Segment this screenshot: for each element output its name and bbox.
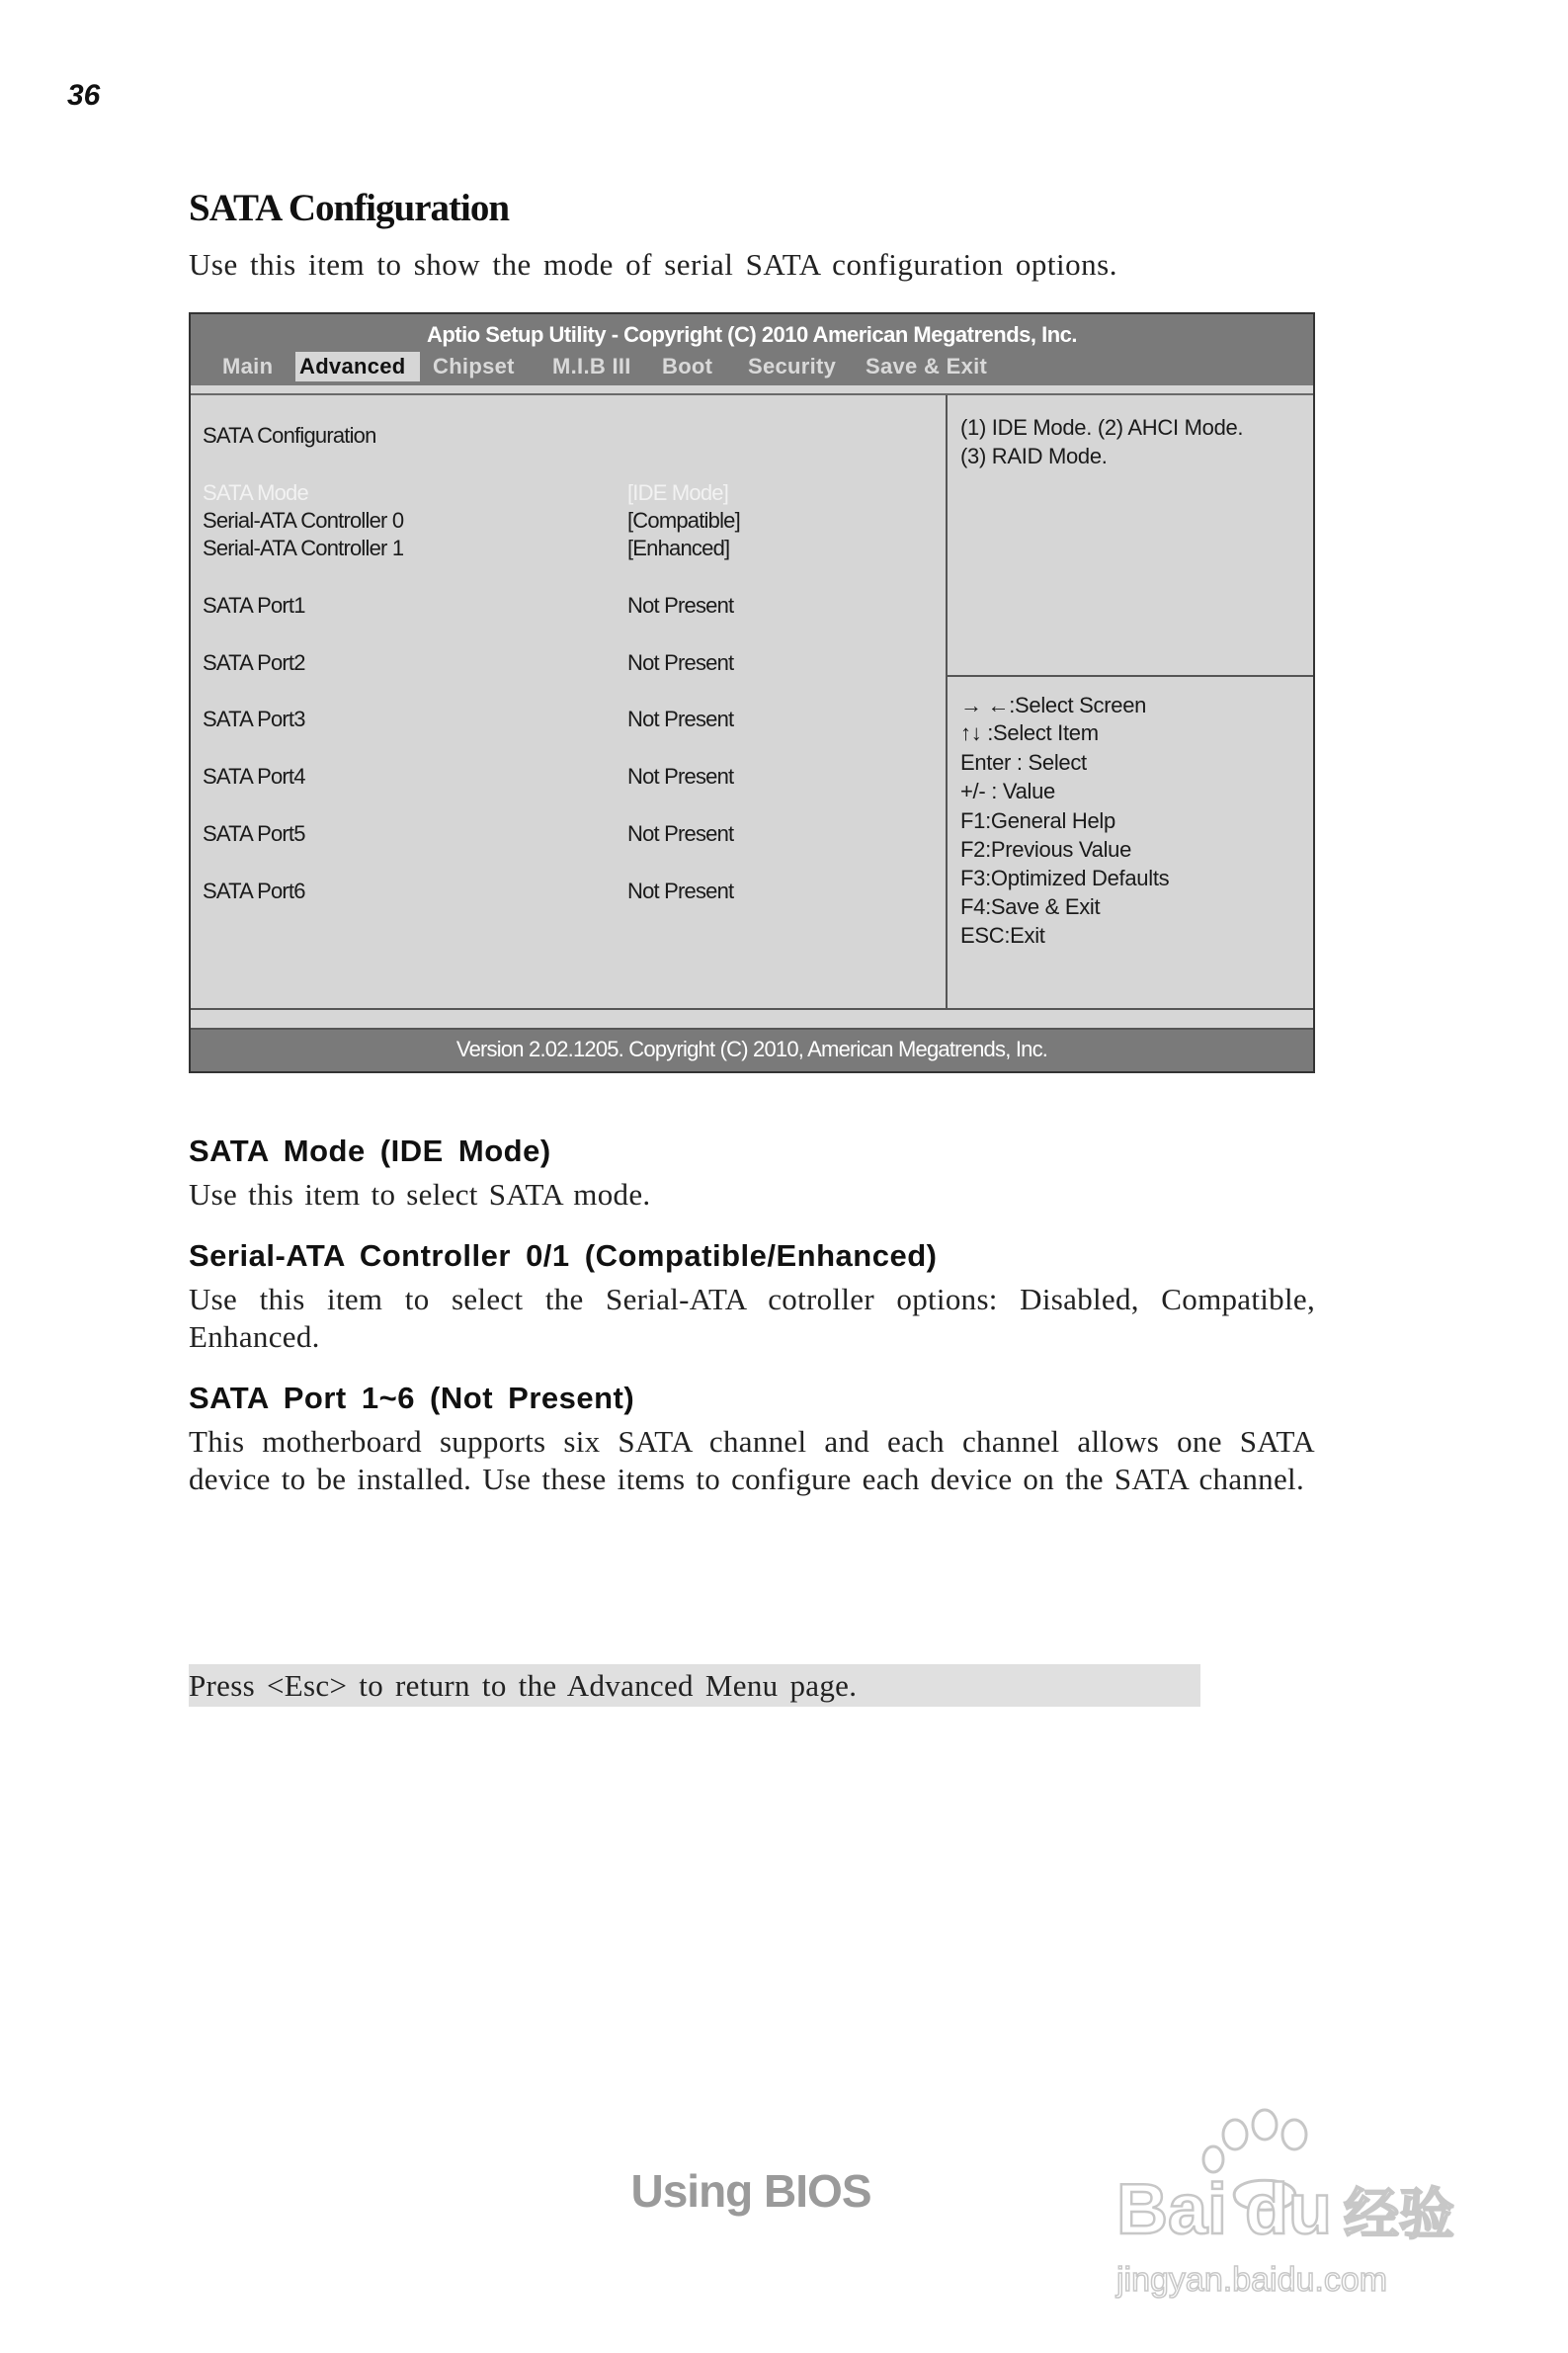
sata-port5-label: SATA Port5: [203, 821, 305, 846]
sata-port6-value: Not Present: [627, 879, 734, 903]
controller0-label[interactable]: Serial-ATA Controller 0: [203, 508, 404, 533]
key-f2: F2:Previous Value: [960, 837, 1132, 862]
sata-port3-value: Not Present: [627, 707, 734, 731]
tab-main[interactable]: Main: [222, 354, 274, 378]
tab-mib[interactable]: M.I.B III: [552, 354, 631, 378]
desc-text-sata-mode: Use this item to select SATA mode.: [189, 1177, 651, 1212]
watermark-url: jingyan.baidu.com: [1116, 2261, 1388, 2299]
bios-header: [191, 314, 1313, 385]
key-select-screen: → ←:Select Screen: [960, 693, 1147, 717]
watermark-brand: Bai: [1116, 2170, 1228, 2249]
key-enter: Enter : Select: [960, 750, 1087, 775]
key-f3: F3:Optimized Defaults: [960, 866, 1170, 890]
tab-boot[interactable]: Boot: [662, 354, 713, 378]
sata-port1-label: SATA Port1: [203, 593, 305, 618]
sata-port2-label: SATA Port2: [203, 650, 305, 675]
sata-mode-value[interactable]: [IDE Mode]: [627, 480, 729, 505]
controller1-label[interactable]: Serial-ATA Controller 1: [203, 536, 404, 560]
controller1-value[interactable]: [Enhanced]: [627, 536, 730, 560]
sata-port6-label: SATA Port6: [203, 879, 305, 903]
key-f1: F1:General Help: [960, 808, 1115, 833]
key-value: +/- : Value: [960, 779, 1055, 803]
page-number: 36: [67, 79, 101, 112]
paw-logo-icon: [1107, 2105, 1482, 2303]
key-f4: F4:Save & Exit: [960, 894, 1101, 919]
sata-port3-label: SATA Port3: [203, 707, 305, 731]
section-title: SATA Configuration: [189, 187, 510, 229]
svg-text:经验: 经验: [1344, 2183, 1454, 2247]
sata-port1-value: Not Present: [627, 593, 734, 618]
tab-chipset[interactable]: Chipset: [433, 354, 515, 378]
sata-port4-label: SATA Port4: [203, 764, 305, 789]
controller0-value[interactable]: [Compatible]: [627, 508, 740, 533]
sata-port4-value: Not Present: [627, 764, 734, 789]
panel-heading: SATA Configuration: [203, 423, 376, 448]
desc-text-ports: This motherboard supports six SATA channel and each channel allows one SATA device to be installed. Use these items to configure each device on the SATA channel.: [189, 1424, 1315, 1496]
esc-note: Press <Esc> to return to the Advanced Menu page.: [189, 1664, 1200, 1707]
sata-port5-value: Not Present: [627, 821, 734, 846]
baidu-watermark: [1107, 2105, 1482, 2303]
tab-save-exit[interactable]: Save & Exit: [866, 354, 988, 378]
desc-heading-sata-mode: SATA Mode (IDE Mode): [189, 1134, 551, 1168]
sata-port2-value: Not Present: [627, 650, 734, 675]
help-text: (3) RAID Mode.: [960, 444, 1108, 468]
section-intro: Use this item to show the mode of serial SATA configuration options.: [189, 247, 1117, 282]
divider: [191, 393, 1313, 395]
desc-heading-controller: Serial-ATA Controller 0/1 (Compatible/Enhanced): [189, 1238, 938, 1273]
bios-footer: Version 2.02.1205. Copyright (C) 2010, American Megatrends, Inc.: [191, 1030, 1313, 1071]
tab-advanced[interactable]: Advanced: [295, 352, 420, 381]
page-footer-title: Using BIOS: [630, 2165, 871, 2217]
key-select-item: ↑↓ :Select Item: [960, 720, 1099, 745]
sata-mode-label[interactable]: SATA Mode: [203, 480, 308, 505]
help-divider: [948, 675, 1313, 677]
key-esc: ESC:Exit: [960, 923, 1045, 948]
svg-text:du: du: [1245, 2170, 1332, 2249]
panel-divider: [946, 395, 948, 1008]
desc-heading-ports: SATA Port 1~6 (Not Present): [189, 1381, 635, 1415]
bios-title: Aptio Setup Utility - Copyright (C) 2010 American Megatrends, Inc.: [426, 322, 1078, 347]
help-text: (1) IDE Mode. (2) AHCI Mode.: [960, 415, 1244, 440]
desc-text-controller: Use this item to select the Serial-ATA cotroller options: Disabled, Compatible, Enhanced.: [189, 1282, 1315, 1354]
divider: [191, 1008, 1313, 1010]
bios-screen: [189, 312, 1315, 1073]
tab-security[interactable]: Security: [748, 354, 837, 378]
